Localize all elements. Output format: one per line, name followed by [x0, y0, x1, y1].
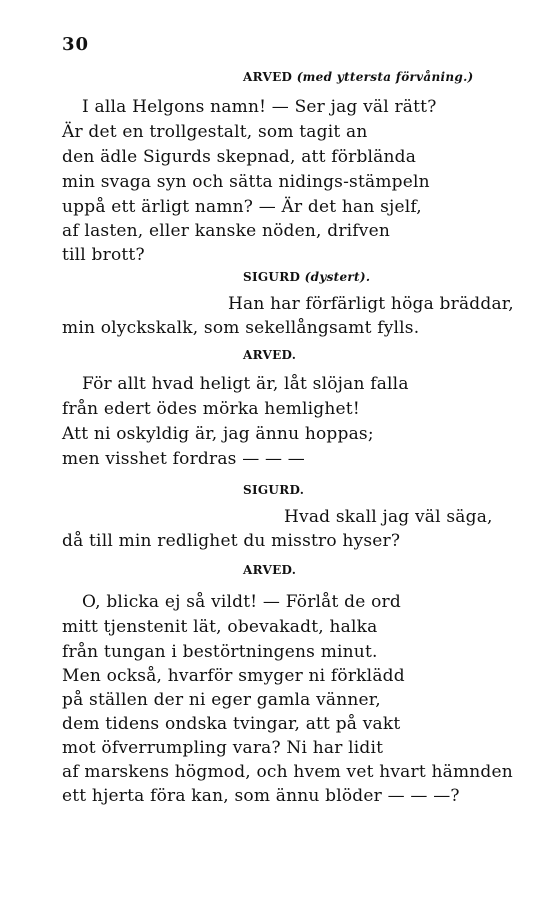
verse-line: Att ni oskyldig är, jag ännu hoppas; — [62, 424, 374, 444]
speaker-heading — [243, 70, 474, 84]
verse-line: till brott? — [62, 245, 145, 265]
speaker-name: SIGURD — [243, 270, 301, 284]
stage-direction: (med yttersta förvåning.) — [296, 70, 474, 84]
speaker-heading — [243, 270, 370, 284]
verse-line: ett hjerta föra kan, som ännu blöder — — —? — [62, 786, 460, 806]
verse-line: men visshet fordras — — — — [62, 449, 305, 469]
verse-line: min svaga syn och sätta nidings-stämpeln — [62, 172, 430, 192]
verse-line: I alla Helgons namn! — Ser jag väl rätt? — [82, 97, 437, 117]
verse-line: Är det en trollgestalt, som tagit an — [62, 122, 368, 142]
verse-line: Han har förfärligt höga bräddar, — [228, 294, 514, 314]
speaker-heading — [243, 563, 296, 577]
speaker-name: ARVED — [243, 70, 293, 84]
verse-line: af lasten, eller kanske nöden, drifven — [62, 221, 391, 241]
speaker-name: SIGURD. — [243, 483, 305, 497]
verse-line: min olyckskalk, som sekellångsamt fylls. — [62, 318, 420, 338]
speaker-name: ARVED. — [243, 563, 297, 577]
speaker-name: ARVED. — [243, 348, 297, 362]
verse-line: Hvad skall jag väl säga, — [284, 507, 493, 527]
verse-line: Men också, hvarför smyger ni förklädd — [62, 666, 405, 686]
verse-line: O, blicka ej så vildt! — Förlåt de ord — [82, 592, 401, 612]
verse-line: dem tidens ondska tvingar, att på vakt — [62, 714, 401, 734]
verse-line: den ädle Sigurds skepnad, att förblända — [62, 147, 417, 167]
verse-line: från edert ödes mörka hemlighet! — [62, 399, 360, 419]
verse-line: då till min redlighet du misstro hyser? — [62, 531, 401, 551]
verse-line: af marskens högmod, och hvem vet hvart hämnden — [62, 762, 513, 782]
verse-line: från tungan i bestörtningens minut. — [62, 642, 378, 662]
speaker-heading — [243, 483, 304, 497]
verse-line: mot öfverrumpling vara? Ni har lidit — [62, 738, 384, 758]
page-number: 30 — [62, 34, 90, 55]
verse-line: För allt hvad heligt är, låt slöjan falla — [82, 374, 409, 394]
verse-line: uppå ett ärligt namn? — Är det han sjelf, — [62, 197, 422, 217]
verse-line: på ställen der ni eger gamla vänner, — [62, 690, 381, 710]
stage-direction: (dystert). — [304, 270, 371, 284]
verse-line: mitt tjenstenit lät, obevakadt, halka — [62, 617, 378, 637]
speaker-heading — [243, 348, 296, 362]
